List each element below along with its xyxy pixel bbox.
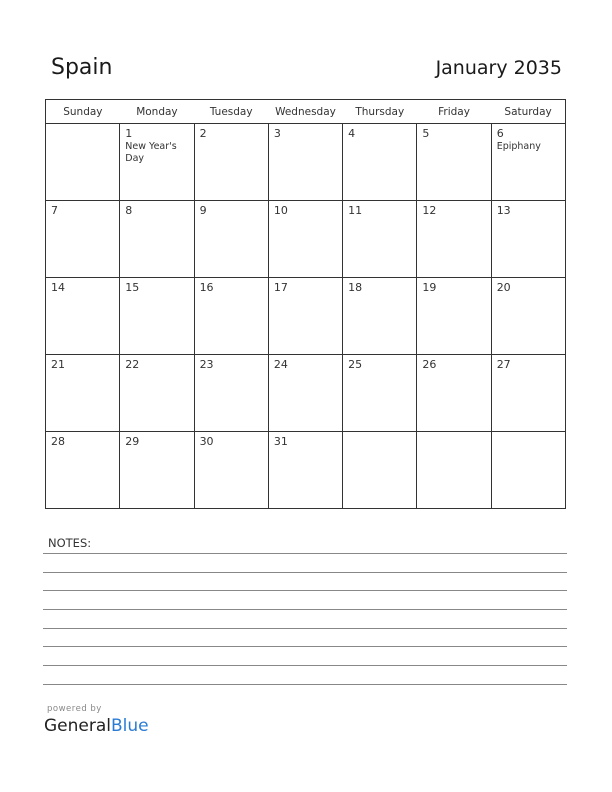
day-number: 20 (496, 281, 511, 294)
day-number: 27 (496, 358, 511, 371)
day-number: 6 (496, 127, 504, 140)
day-number: 19 (422, 281, 437, 294)
weekday-header-row (46, 100, 566, 124)
day-number: 17 (273, 281, 288, 294)
day-cell (491, 432, 565, 509)
note-line (43, 665, 567, 666)
day-number: 29 (125, 435, 140, 448)
weekday-header: Wednesday (268, 100, 342, 124)
day-cell (46, 201, 120, 278)
day-number: 31 (273, 435, 288, 448)
day-number: 21 (51, 358, 65, 371)
day-number: 18 (348, 281, 363, 294)
day-number: 8 (125, 204, 133, 217)
day-cell (268, 432, 342, 509)
day-number: 16 (199, 281, 214, 294)
day-number: 26 (422, 358, 437, 371)
day-number: 14 (51, 281, 65, 294)
day-cell (46, 355, 120, 432)
note-line (43, 684, 567, 685)
day-cell (417, 124, 491, 201)
day-number: 7 (51, 204, 58, 217)
day-cell (268, 201, 342, 278)
weekday-header: Thursday (343, 100, 417, 124)
day-number: 9 (199, 204, 207, 217)
day-cell (343, 355, 417, 432)
day-number: 30 (199, 435, 214, 448)
day-cell (491, 201, 565, 278)
day-cell (417, 201, 491, 278)
week-row (46, 278, 566, 355)
calendar-grid (45, 99, 566, 509)
note-line (43, 609, 567, 610)
day-number: 28 (51, 435, 65, 448)
day-number: 5 (422, 127, 430, 140)
holiday-label: New Year's Day (125, 141, 177, 164)
day-cell (491, 124, 565, 201)
weekday-header: Monday (120, 100, 194, 124)
day-cell (46, 278, 120, 355)
day-cell (120, 201, 194, 278)
week-row (46, 124, 566, 201)
day-cell (491, 278, 565, 355)
day-number: 25 (348, 358, 363, 371)
day-number: 12 (422, 204, 437, 217)
week-row (46, 355, 566, 432)
day-cell (268, 124, 342, 201)
brand-name-part2: Blue (111, 716, 149, 736)
day-number: 23 (199, 358, 214, 371)
note-line (43, 628, 567, 629)
day-number: 15 (125, 281, 140, 294)
day-cell (417, 432, 491, 509)
day-number: 22 (125, 358, 140, 371)
day-cell (268, 278, 342, 355)
month-year-title: January 2035 (435, 57, 562, 79)
powered-by-text: powered by (47, 704, 102, 714)
day-cell (194, 355, 268, 432)
weekday-header: Friday (417, 100, 491, 124)
brand-logo (44, 716, 149, 736)
day-cell (343, 201, 417, 278)
note-line (43, 572, 567, 573)
week-row (46, 201, 566, 278)
country-title: Spain (51, 55, 113, 80)
day-cell (491, 355, 565, 432)
brand-name-part1: General (44, 716, 111, 736)
note-line (43, 646, 567, 647)
notes-label: NOTES: (48, 536, 92, 550)
day-number: 1 (125, 127, 133, 140)
day-cell (120, 278, 194, 355)
note-line (43, 553, 567, 554)
day-number: 2 (199, 127, 207, 140)
day-cell (343, 124, 417, 201)
day-number: 11 (348, 204, 363, 217)
day-cell (417, 278, 491, 355)
day-cell (120, 355, 194, 432)
day-cell (46, 432, 120, 509)
day-cell (343, 278, 417, 355)
day-cell (194, 201, 268, 278)
weekday-header: Saturday (491, 100, 565, 124)
day-cell (417, 355, 491, 432)
weekday-header: Tuesday (194, 100, 268, 124)
day-number: 3 (273, 127, 281, 140)
day-cell (194, 278, 268, 355)
day-number: 10 (273, 204, 288, 217)
day-cell (46, 124, 120, 201)
week-row (46, 432, 566, 509)
day-cell (120, 432, 194, 509)
day-cell (194, 124, 268, 201)
day-cell (268, 355, 342, 432)
weekday-header: Sunday (46, 100, 120, 124)
day-cell (194, 432, 268, 509)
day-cell (120, 124, 194, 201)
day-number: 4 (348, 127, 356, 140)
day-number: 24 (273, 358, 288, 371)
day-cell (343, 432, 417, 509)
note-line (43, 590, 567, 591)
holiday-label: Epiphany (496, 141, 541, 152)
day-number: 13 (496, 204, 511, 217)
